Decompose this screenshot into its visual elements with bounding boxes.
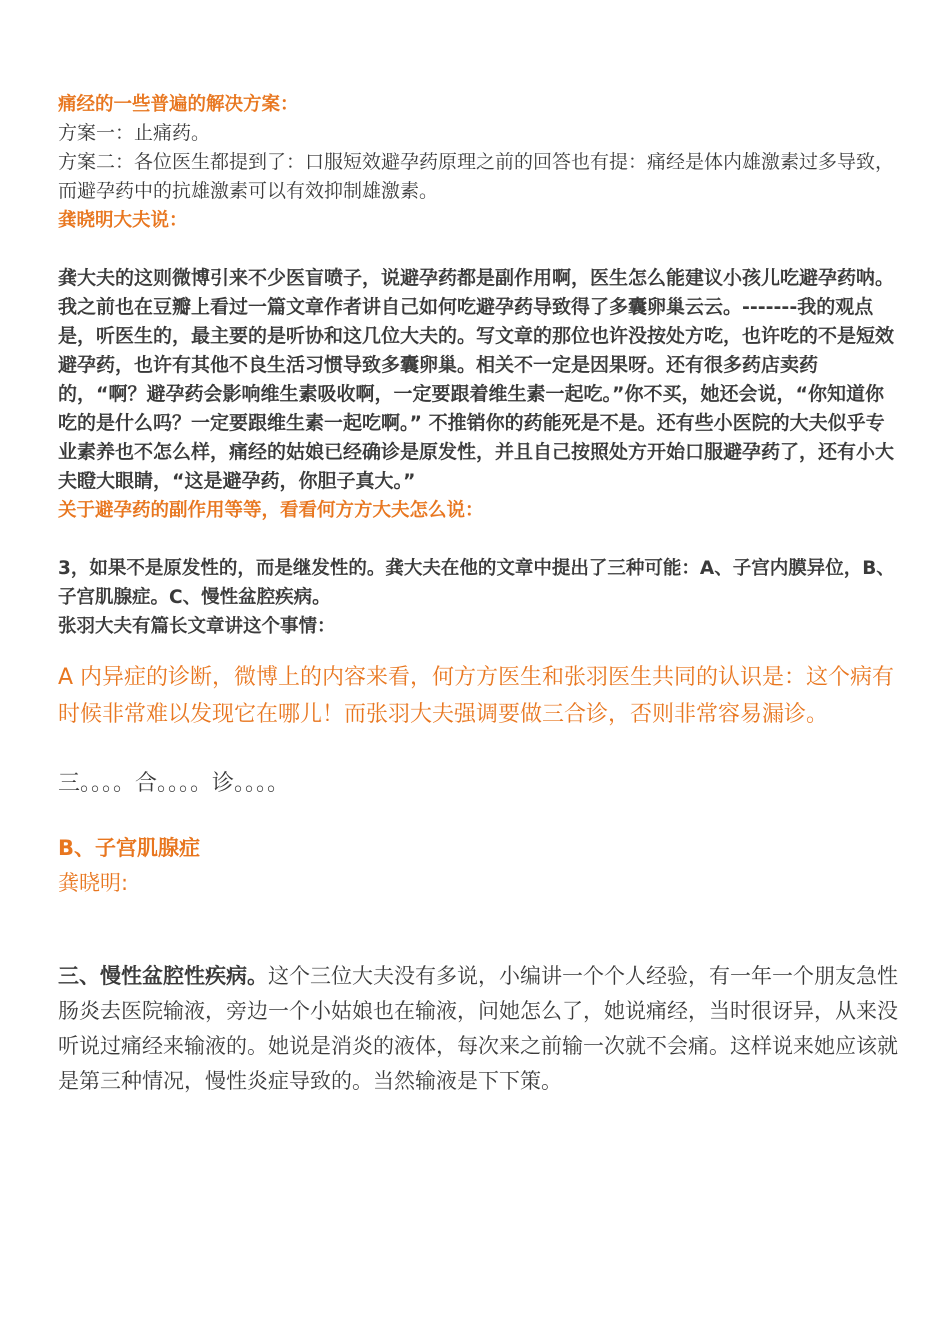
pelvic-body: 这个三位大夫没有多说，小编讲一个个人经验，有一年一个朋友急性肠炎去医院输液，旁边一个小姑娘也在输液，问她怎么了，她说痛经，当时很讶异，从来没听说过痛经来输液的。她说是消炎的液体，每次来之前输一次就不会痛。这样说来她应该就是第三种情况，慢性炎症导致的。当然输液是下下策。 [58,964,898,1093]
endometriosis-paragraph: A 内异症的诊断，微博上的内容来看，何方方医生和张羽医生共同的认识是：这个病有时候非常难以发现它在哪儿！而张羽大夫强调要做三合诊，否则非常容易漏诊。 [58,665,895,727]
pelvic-heading: 三、慢性盆腔性疾病。 [58,964,268,988]
pelvic-paragraph [58,959,898,1099]
gong-sub: 龚晓明: [58,871,129,895]
solutions-heading: 痛经的一些普遍的解决方案： [58,94,299,115]
adenomyosis-heading: B、子宫肌腺症 [58,836,201,860]
solution-one: 方案一：止痛药。 [58,122,211,144]
spacer [58,641,898,659]
solution-two: 方案二：各位医生都提到了：口服短效避孕药原理之前的回答也有提：痛经是体内雄激素过多导致，而避孕药中的抗雄激素可以有效抑制雄激素。 [58,151,895,202]
zhang-line: 张羽大夫有篇长文章讲这个事情： [58,616,336,637]
spacer [58,235,898,264]
side-effects-heading: 关于避孕药的副作用等等，看看何方方大夫怎么说： [58,500,484,521]
document-page [58,90,898,1099]
exam-dots: 三。。。。合。。。。诊。。。。 [58,771,290,796]
spacer [58,733,898,765]
secondary-paragraph: 3，如果不是原发性的，而是继发性的。龚大夫在他的文章中提出了三种可能：A、子宫内膜异位，B、子宫肌腺症。C、慢性盆腔疾病。 [58,558,895,608]
gong-heading: 龚晓明大夫说： [58,210,188,231]
spacer [58,525,898,554]
spacer [58,802,898,831]
spacer [58,901,898,959]
gong-paragraph: 龚大夫的这则微博引来不少医盲喷子，说避孕药都是副作用啊，医生怎么能建议小孩儿吃避孕药呐。我之前也在豆瓣上看过一篇文章作者讲自己如何吃避孕药导致得了多囊卵巢云云。-------我的观点是，听医生的，最主要的是听协和这几位大夫的。写文章的那位也许没按处方吃，也许吃的不是短效避孕药，也许有其他不良生活习惯导致多囊卵巢。相关不一定是因果呀。还有很多药店卖药的，“啊？避孕药会影响维生素吸收啊，一定要跟着维生素一起吃。”你不买，她还会说，“你知道你吃的是什么吗？一定要跟维生素一起吃啊。” 不推销你的药能死是不是。还有些小医院的大夫似乎专业素养也不怎么样，痛经的姑娘已经确诊是原发性，并且自己按照处方开始口服避孕药了，还有小大夫瞪大眼睛，“这是避孕药，你胆子真大。” [58,267,895,492]
